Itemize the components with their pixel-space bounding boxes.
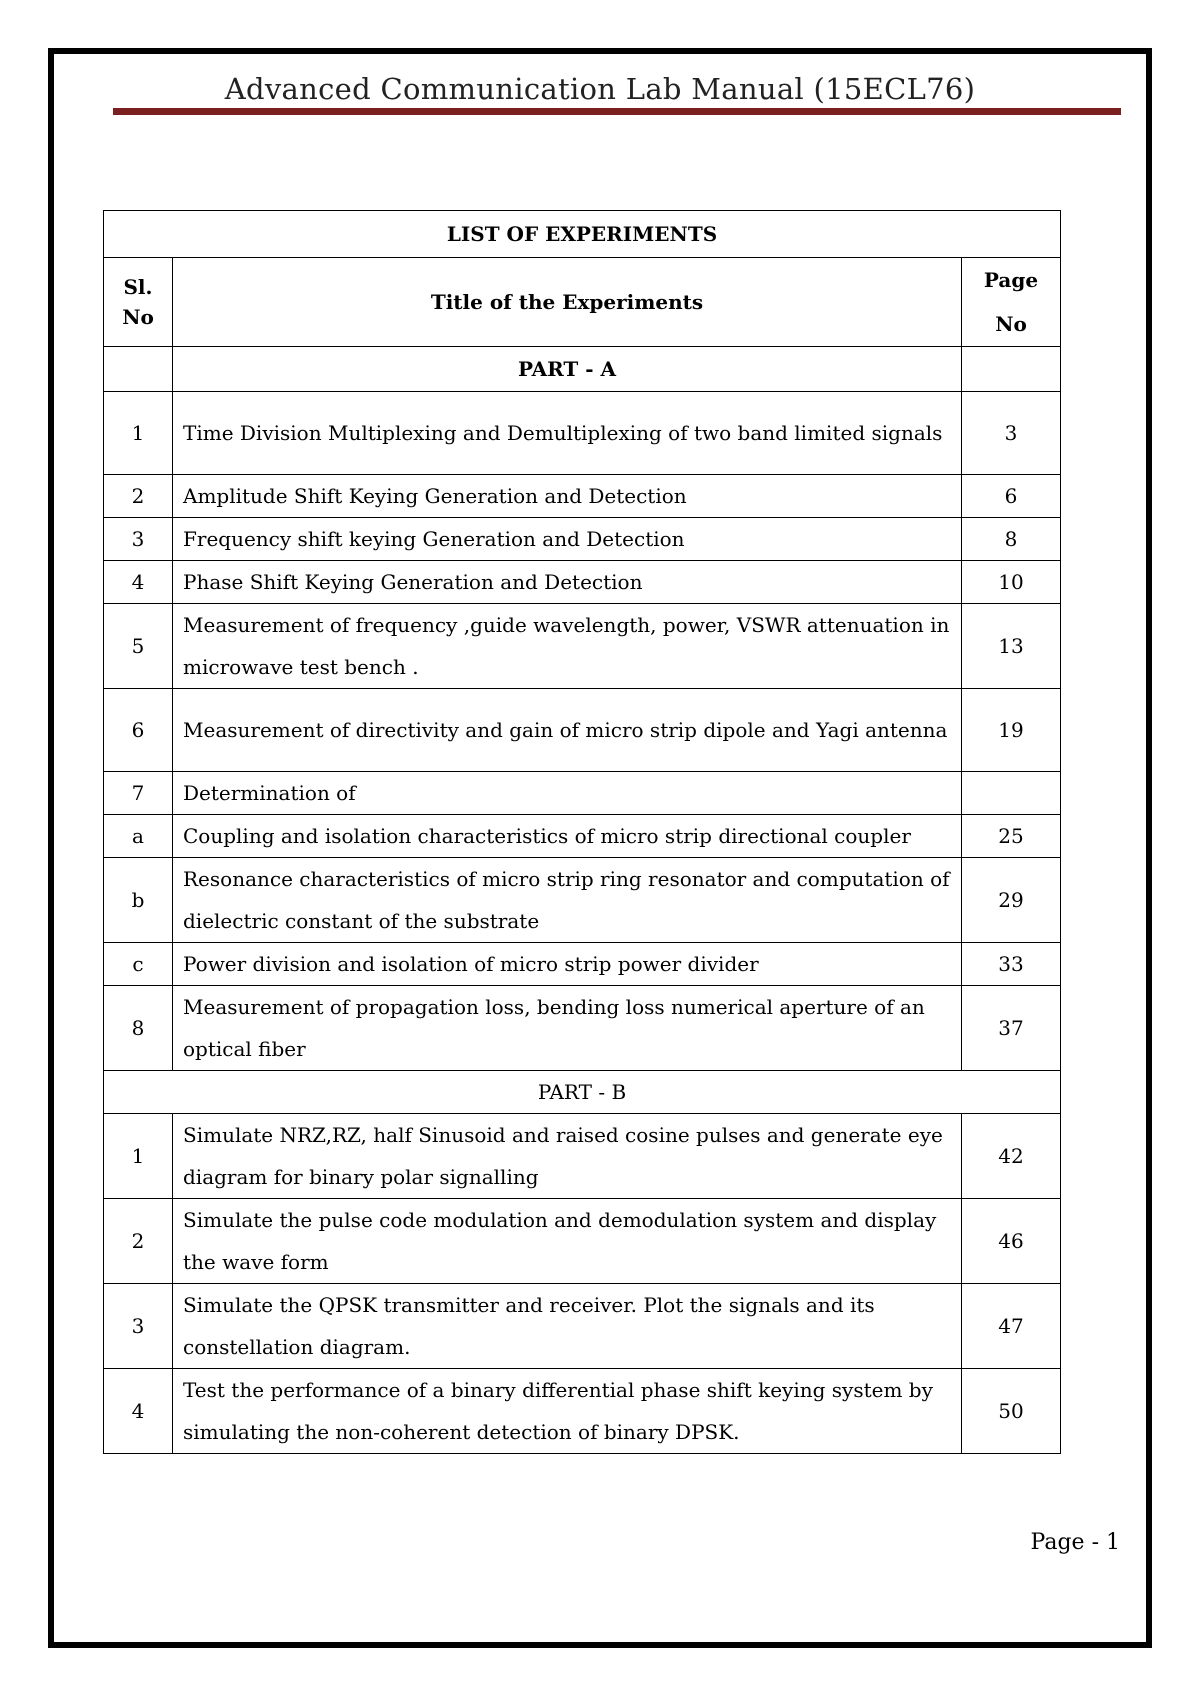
- experiment-page: 6: [962, 475, 1061, 518]
- table-row: [104, 518, 1061, 561]
- experiment-title: Simulate the pulse code modulation and demodulation system and display the wave form: [173, 1199, 962, 1284]
- part-a-row: [104, 347, 1061, 392]
- part-b-label: PART - B: [104, 1071, 1061, 1114]
- experiment-number: 8: [104, 986, 173, 1071]
- experiment-title: Simulate NRZ,RZ, half Sinusoid and raised cosine pulses and generate eye diagram for binary polar signalling: [173, 1114, 962, 1199]
- experiment-title: Resonance characteristics of micro strip ring resonator and computation of dielectric constant of the substrate: [173, 858, 962, 943]
- experiment-title: Test the performance of a binary differential phase shift keying system by simulating the non-coherent detection of binary DPSK.: [173, 1369, 962, 1454]
- experiment-title: Power division and isolation of micro strip power divider: [173, 943, 962, 986]
- table-row: [104, 604, 1061, 689]
- table-row: [104, 1284, 1061, 1369]
- experiment-page: 37: [962, 986, 1061, 1071]
- experiment-page: 3: [962, 392, 1061, 475]
- experiment-title: Simulate the QPSK transmitter and receiver. Plot the signals and its constellation diagram.: [173, 1284, 962, 1369]
- experiment-number: 4: [104, 1369, 173, 1454]
- experiment-page: 8: [962, 518, 1061, 561]
- column-header-title: Title of the Experiments: [173, 258, 962, 347]
- table-row: [104, 689, 1061, 772]
- experiment-page: 46: [962, 1199, 1061, 1284]
- experiment-number: 1: [104, 392, 173, 475]
- experiment-number: c: [104, 943, 173, 986]
- table-row: [104, 561, 1061, 604]
- page-number: Page - 1: [1030, 1530, 1120, 1555]
- table-row: [104, 986, 1061, 1071]
- table-row: [104, 858, 1061, 943]
- experiment-title: Phase Shift Keying Generation and Detection: [173, 561, 962, 604]
- experiment-number: 5: [104, 604, 173, 689]
- experiment-number: a: [104, 815, 173, 858]
- experiment-number: 4: [104, 561, 173, 604]
- experiment-number: 2: [104, 1199, 173, 1284]
- experiment-title: Coupling and isolation characteristics of micro strip directional coupler: [173, 815, 962, 858]
- table-title-row: [104, 211, 1061, 258]
- experiment-page: 10: [962, 561, 1061, 604]
- table-row: [104, 475, 1061, 518]
- experiment-page: 19: [962, 689, 1061, 772]
- experiments-table: [103, 210, 1061, 1454]
- part-b-row: [104, 1071, 1061, 1114]
- experiment-page: 33: [962, 943, 1061, 986]
- column-header-row: [104, 258, 1061, 347]
- experiment-title: Measurement of frequency ,guide wavelength, power, VSWR attenuation in microwave test bench .: [173, 604, 962, 689]
- experiment-number: 3: [104, 518, 173, 561]
- column-header-no: Sl. No: [104, 258, 173, 347]
- column-header-page: Page No: [962, 258, 1061, 347]
- table-row: [104, 943, 1061, 986]
- table-title: LIST OF EXPERIMENTS: [104, 211, 1061, 258]
- experiment-title: Frequency shift keying Generation and Detection: [173, 518, 962, 561]
- experiment-number: 1: [104, 1114, 173, 1199]
- experiment-title: Measurement of directivity and gain of micro strip dipole and Yagi antenna: [173, 689, 962, 772]
- experiment-title: Measurement of propagation loss, bending loss numerical aperture of an optical fiber: [173, 986, 962, 1071]
- part-a-label: PART - A: [173, 347, 962, 392]
- experiment-title: Amplitude Shift Keying Generation and Detection: [173, 475, 962, 518]
- experiment-number: b: [104, 858, 173, 943]
- experiment-page: 13: [962, 604, 1061, 689]
- experiment-number: 7: [104, 772, 173, 815]
- part-a-blank-cell: [104, 347, 173, 392]
- experiment-number: 3: [104, 1284, 173, 1369]
- table-row: [104, 772, 1061, 815]
- table-row: [104, 815, 1061, 858]
- experiment-page: 29: [962, 858, 1061, 943]
- experiment-page: 42: [962, 1114, 1061, 1199]
- experiment-title: Determination of: [173, 772, 962, 815]
- header-rule: [113, 108, 1121, 115]
- experiment-page: 50: [962, 1369, 1061, 1454]
- table-row: [104, 1199, 1061, 1284]
- experiment-number: 6: [104, 689, 173, 772]
- experiment-page: [962, 772, 1061, 815]
- part-a-blank-page-cell: [962, 347, 1061, 392]
- document-header-title: Advanced Communication Lab Manual (15ECL76): [224, 72, 976, 106]
- experiment-page: 47: [962, 1284, 1061, 1369]
- experiment-title: Time Division Multiplexing and Demultiplexing of two band limited signals: [173, 392, 962, 475]
- table-row: [104, 392, 1061, 475]
- table-row: [104, 1114, 1061, 1199]
- experiment-page: 25: [962, 815, 1061, 858]
- experiment-number: 2: [104, 475, 173, 518]
- table-row: [104, 1369, 1061, 1454]
